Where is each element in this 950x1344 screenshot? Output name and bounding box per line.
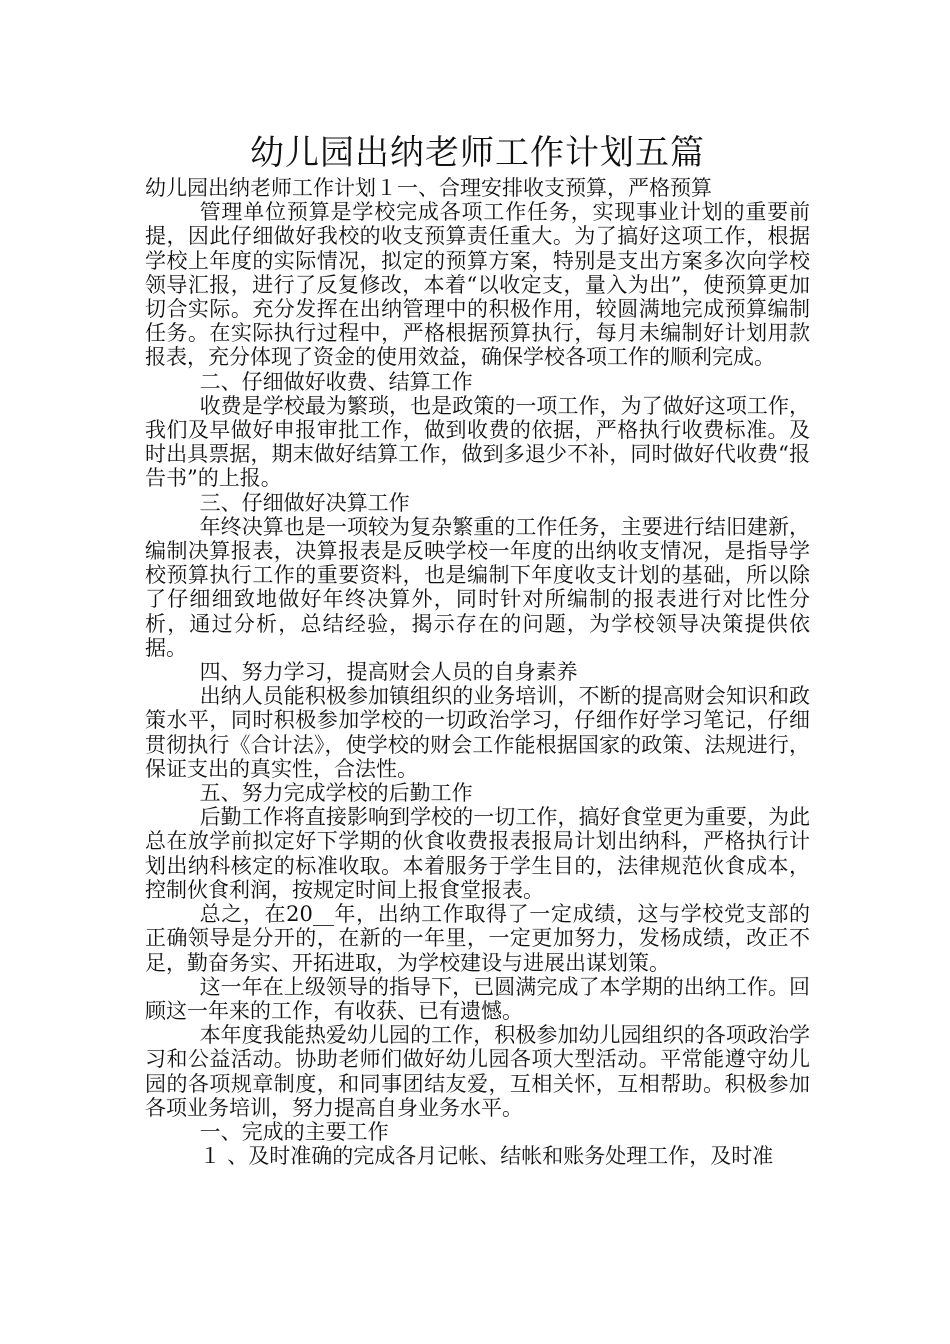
- document-intro-line: 幼儿园出纳老师工作计划１一、合理安排收支预算，严格预算: [145, 176, 712, 200]
- section-heading-main-work: 一、完成的主要工作: [199, 1119, 389, 1144]
- document-page: [145, 130, 810, 1168]
- paragraph-final-accounts: 年终决算也是一项较为复杂繁重的工作任务，主要进行结旧建新，编制决算报表，决算报表是反映学校一年度的出纳收支情况，是指导学校预算执行工作的重要资料，也是编制下年度收支计划的基础，所以除了仔细细致地做好年终决算外，同时针对所编制的报表进行对比性分析，通过分析，总结经验，揭示存在的问题，为学校领导决策提供依据。: [145, 514, 810, 660]
- section-heading-final-accounts: 三、仔细做好决算工作: [199, 490, 410, 515]
- paragraph-main-work-item-1: １ 、及时准确的完成各月记帐、结帐和账务处理工作，及时准: [199, 1144, 774, 1169]
- paragraph-logistics: 后勤工作将直接影响到学校的一切工作，搞好食堂更为重要，为此总在放学前拟定好下学期的伙食收费报表报局计划出纳科，严格执行计划出纳科核定的标准收取。本着服务于学生目的，法律规范伙食成本，控制伙食利润，按规定时间上报食堂报表。: [145, 805, 810, 902]
- paragraph-study: 出纳人员能积极参加镇组织的业务培训，不断的提高财会知识和政策水平，同时积极参加学校的一切政治学习，仔细作好学习笔记，仔细贯彻执行《合计法》，使学校的财会工作能根据国家的政策、法规进行，保证支出的真实性，合法性。: [145, 684, 810, 781]
- paragraph-budget: 管理单位预算是学校完成各项工作任务，实现事业计划的重要前提，因此仔细做好我校的收支预算责任重大。为了搞好这项工作，根据学校上年度的实际情况，拟定的预算方案，特别是支出方案多次向学校领导汇报，进行了反复修改，本着“以收定支，量入为出”，使预算更加切合实际。充分发挥在出纳管理中的积极作用，较圆满地完成预算编制任务。在实际执行过程中，严格根据预算执行，每月未编制好计划用款报表，充分体现了资金的使用效益，确保学校各项工作的顺利完成。: [145, 200, 810, 370]
- section-heading-logistics: 五、努力完成学校的后勤工作: [199, 781, 473, 806]
- section-heading-fees: 二、仔细做好收费、结算工作: [199, 369, 473, 394]
- paragraph-review: 这一年在上级领导的指导下，已圆满完成了本学期的出纳工作。回顾这一年来的工作，有收获、已有遗憾。: [145, 974, 810, 1023]
- paragraph-summary: 总之，在20__年，出纳工作取得了一定成绩，这与学校党支部的正确领导是分开的，在新的一年里，一定更加努力，发杨成绩，改正不足，勤奋务实、开拓进取，为学校建设与进展出谋划策。: [145, 902, 810, 975]
- document-title: 幼儿园出纳老师工作计划五篇: [250, 133, 705, 173]
- section-heading-study: 四、努力学习，提高财会人员的自身素养: [199, 660, 578, 685]
- paragraph-fees: 收费是学校最为繁琐，也是政策的一项工作，为了做好这项工作，我们及早做好申报审批工作，做到收费的依据，严格执行收费标准。及时出具票据，期末做好结算工作，做到多退少不补，同时做好代收费“报告书”的上报。: [145, 393, 810, 491]
- paragraph-attitude: 本年度我能热爱幼儿园的工作，积极参加幼儿园组织的各项政治学习和公益活动。协助老师们做好幼儿园各项大型活动。平常能遵守幼儿园的各项规章制度，和同事团结友爱，互相关怀，互相帮助。积极参加各项业务培训，努力提高自身业务水平。: [145, 1023, 810, 1120]
